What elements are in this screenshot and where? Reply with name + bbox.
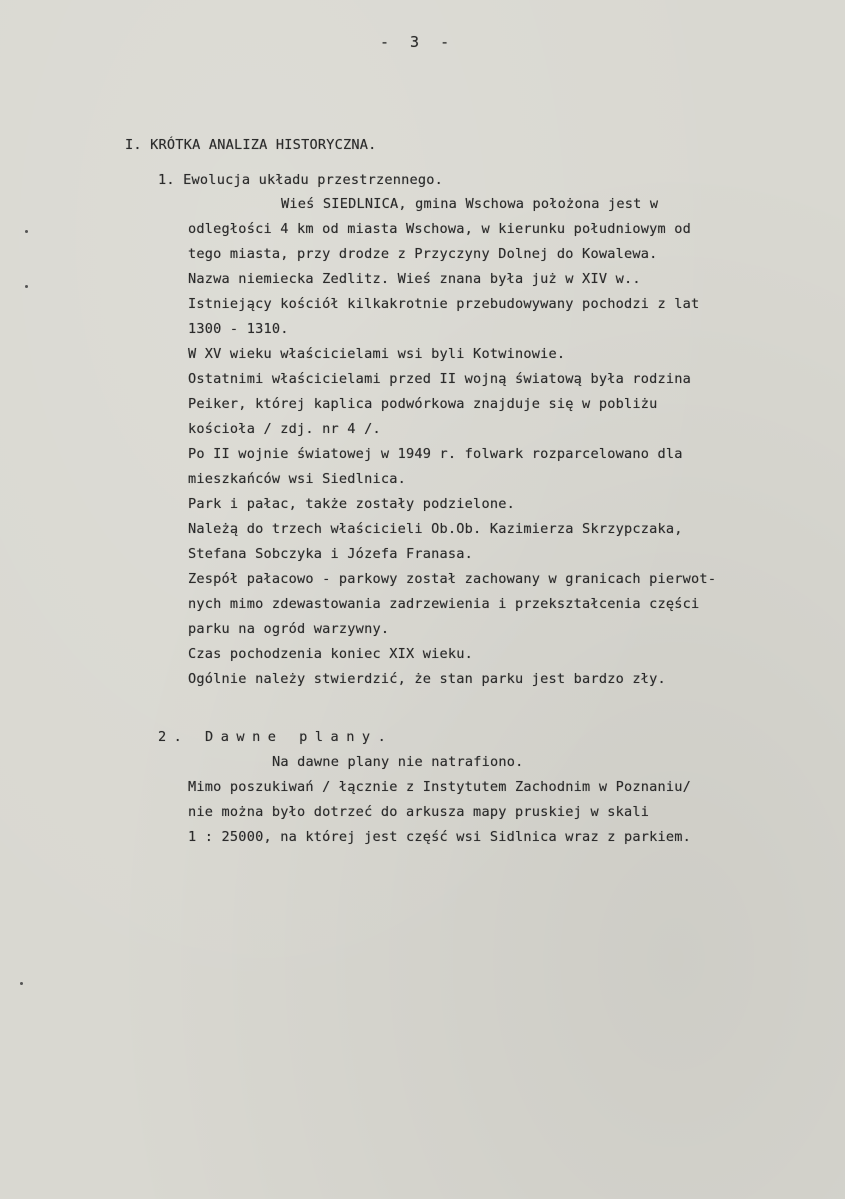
paragraph-line: Zespół pałacowo - parkowy został zachowany w granicach pierwot- xyxy=(188,571,717,587)
paragraph-line: W XV wieku właścicielami wsi byli Kotwinowie. xyxy=(188,346,566,362)
paragraph-line: Na dawne plany nie natrafiono. xyxy=(272,754,524,770)
paragraph-line: Stefana Sobczyka i Józefa Franasa. xyxy=(188,546,474,562)
subsection-1-title: 1. Ewolucja układu przestrzennego. xyxy=(158,172,444,188)
paragraph-line: nych mimo zdewastowania zadrzewienia i przekształcenia części xyxy=(188,596,700,612)
paragraph-line: Park i pałac, także zostały podzielone. xyxy=(188,496,515,512)
page-number: - 3 - xyxy=(380,33,456,51)
scan-speck xyxy=(25,285,28,288)
scan-speck xyxy=(25,230,28,233)
paragraph-line: Nazwa niemiecka Zedlitz. Wieś znana była już w XIV w.. xyxy=(188,271,641,287)
paragraph-line: Wieś SIEDLNICA, gmina Wschowa położona jest w xyxy=(281,196,659,212)
paragraph-line: nie można było dotrzeć do arkusza mapy pruskiej w skali xyxy=(188,804,650,820)
paragraph-line: odległości 4 km od miasta Wschowa, w kierunku południowym od xyxy=(188,221,692,237)
paragraph-line: Istniejący kościół kilkakrotnie przebudowywany pochodzi z lat xyxy=(188,296,700,312)
paragraph-line: tego miasta, przy drodze z Przyczyny Dolnej do Kowalewa. xyxy=(188,246,658,262)
paragraph-line: 1 : 25000, na której jest część wsi Sidlnica wraz z parkiem. xyxy=(188,829,692,845)
paragraph-line: Mimo poszukiwań / łącznie z Instytutem Zachodnim w Poznaniu/ xyxy=(188,779,692,795)
paragraph-line: 1300 - 1310. xyxy=(188,321,289,337)
paragraph-line: Należą do trzech właścicieli Ob.Ob. Kazimierza Skrzypczaka, xyxy=(188,521,683,537)
paragraph-line: Ostatnimi właścicielami przed II wojną światową była rodzina xyxy=(188,371,692,387)
paragraph-line: parku na ogród warzywny. xyxy=(188,621,390,637)
scan-speck xyxy=(20,982,23,985)
paragraph-line: Czas pochodzenia koniec XIX wieku. xyxy=(188,646,474,662)
paragraph-line: kościoła / zdj. nr 4 /. xyxy=(188,421,381,437)
subsection-2-title: 2. Dawne plany. xyxy=(158,729,394,745)
paragraph-line: Ogólnie należy stwierdzić, że stan parku jest bardzo zły. xyxy=(188,671,666,687)
section-heading: I. KRÓTKA ANALIZA HISTORYCZNA. xyxy=(125,137,377,153)
paragraph-line: Po II wojnie światowej w 1949 r. folwark rozparcelowano dla xyxy=(188,446,683,462)
paragraph-line: Peiker, której kaplica podwórkowa znajduje się w pobliżu xyxy=(188,396,658,412)
paragraph-line: mieszkańców wsi Siedlnica. xyxy=(188,471,406,487)
